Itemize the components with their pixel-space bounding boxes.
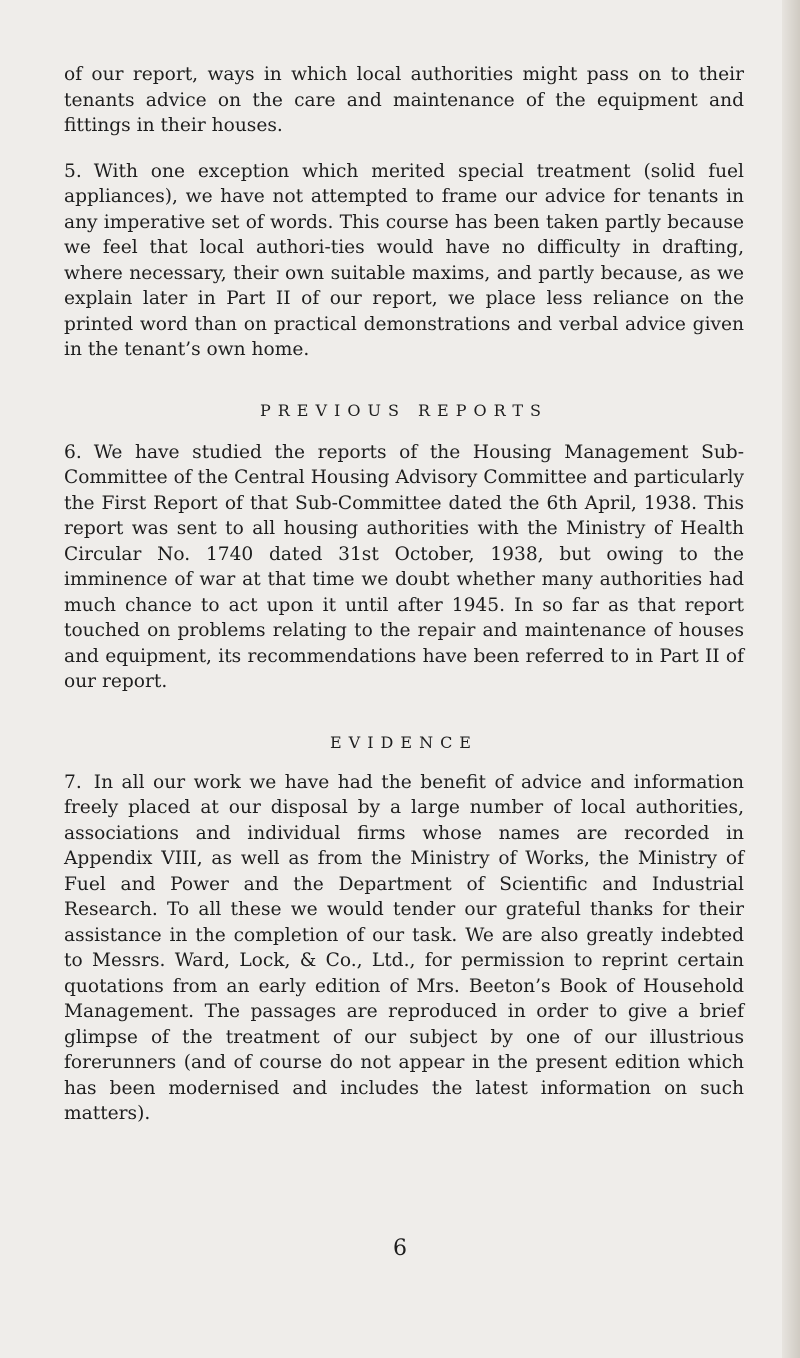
page-edge-shadow	[782, 0, 800, 1358]
paragraph-number: 6.	[64, 441, 82, 463]
section-heading-evidence: EVIDENCE	[330, 732, 478, 752]
paragraph-text: With one exception which merited special treatment (solid fuel appliances), we have not attempted to frame our advice for tenants in any imperative set of words. This course has been taken partly because we feel that local authori-ties would have no difficulty in drafting, where necessary, their own suitable maxims, and partly because, as we explain later in Part II of our report, we place less reliance on the printed word than on practical demonstrations and verbal advice given in the tenant’s own home.	[64, 160, 744, 360]
paragraph-number: 7.	[64, 771, 82, 793]
paragraph-7	[64, 770, 744, 1127]
document-body	[64, 62, 744, 1127]
paragraph-5	[64, 159, 744, 363]
page-number: 6	[393, 1236, 407, 1261]
paragraph-6	[64, 440, 744, 695]
paragraph-number: 5.	[64, 160, 82, 182]
paragraph-text: In all our work we have had the benefit of advice and information freely placed at our disposal by a large number of local authorities, associations and individual firms whose names are recorded in Appendix VIII, as well as from the Ministry of Works, the Ministry of Fuel and Power and the Department of Scientific and Industrial Research. To all these we would tender our grateful thanks for their assistance in the completion of our task. We are also greatly indebted to Messrs. Ward, Lock, & Co., Ltd., for permission to reprint certain quotations from an early edition of Mrs. Beeton’s Book of Household Management. The passages are reproduced in order to give a brief glimpse of the treatment of our subject by one of our illustrious forerunners (and of course do not appear in the present edition which has been modernised and includes the latest information on such matters).	[64, 771, 744, 1124]
paragraph-text: We have studied the reports of the Housing Management Sub-Committee of the Central Housing Advisory Committee and particularly the First Report of that Sub-Committee dated the 6th April, 1938. This report was sent to all housing authorities with the Ministry of Health Circular No. 1740 dated 31st October, 1938, but owing to the imminence of war at that time we doubt whether many authorities had much chance to act upon it until after 1945. In so far as that report touched on problems relating to the repair and maintenance of houses and equipment, its recommendations have been referred to in Part II of our report.	[64, 441, 744, 692]
paragraph-4-continuation	[64, 62, 744, 139]
paragraph-text: of our report, ways in which local authorities might pass on to their tenants advice on the care and maintenance of the equipment and fittings in their houses.	[64, 64, 744, 136]
section-heading-previous-reports: PREVIOUS REPORTS	[259, 400, 549, 420]
